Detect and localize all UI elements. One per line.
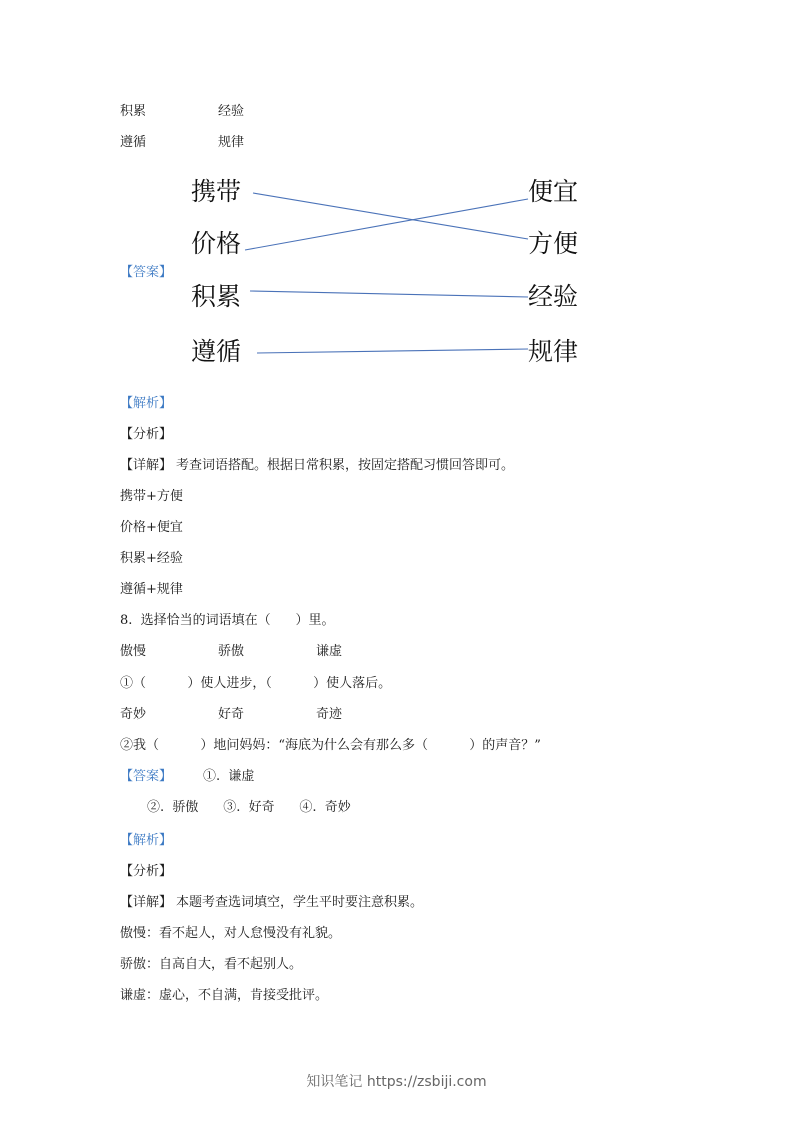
pair-1-left: 积累 <box>120 104 147 119</box>
jiexi-label-2: 【解析】 <box>120 833 173 848</box>
q8-word-1: 傲慢 <box>120 644 147 659</box>
q8-sentence-1: ①（ ）使人进步，（ ）使人落后。 <box>120 676 392 691</box>
detail-label-1: 【详解】 <box>120 458 173 473</box>
match-left-3: 积累 <box>191 282 242 311</box>
match-right-2: 方便 <box>528 229 579 258</box>
q8-answer-label: 【答案】 <box>120 769 173 784</box>
q8-answer-line-1: ①. 谦虚 <box>203 769 255 784</box>
answer-pair-1: 携带+方便 <box>120 489 183 504</box>
definition-1: 傲慢：看不起人，对人怠慢没有礼貌。 <box>120 926 342 941</box>
q8-answer-line-2: ②. 骄傲 ③. 好奇 ④. 奇妙 <box>147 800 351 815</box>
match-left-4: 遵循 <box>191 337 242 366</box>
q8-sentence-2: ②我（ ）地问妈妈：“海底为什么会有那么多（ ）的声音？” <box>120 738 541 753</box>
definition-2: 骄傲：自高自大，看不起别人。 <box>120 957 303 972</box>
detail-text-2: 本题考查选词填空，学生平时要注意积累。 <box>176 895 424 910</box>
q8-title: 8. 选择恰当的词语填在（ ）里。 <box>120 613 335 628</box>
match-left-2: 价格 <box>191 229 242 258</box>
match-line-2 <box>245 199 528 250</box>
q8-word-2: 骄傲 <box>218 644 245 659</box>
fenxi-label-2: 【分析】 <box>120 864 173 879</box>
jiexi-label-1: 【解析】 <box>120 396 173 411</box>
match-line-3 <box>250 291 528 297</box>
detail-text-1: 考查词语搭配。根据日常积累，按固定搭配习惯回答即可。 <box>176 458 515 473</box>
answer-pair-4: 遵循+规律 <box>120 582 183 597</box>
pair-1-right: 经验 <box>218 104 245 119</box>
q8-word-6: 奇迹 <box>316 707 343 722</box>
answer-label: 【答案】 <box>120 265 173 280</box>
pair-2-left: 遵循 <box>120 135 147 150</box>
definition-3: 谦虚：虚心，不自满，肯接受批评。 <box>120 988 329 1003</box>
match-line-4 <box>257 349 528 353</box>
fenxi-label-1: 【分析】 <box>120 427 173 442</box>
match-line-1 <box>253 193 528 239</box>
q8-word-3: 谦虚 <box>316 644 343 659</box>
match-right-1: 便宜 <box>528 177 579 206</box>
match-right-4: 规律 <box>528 337 579 366</box>
footer-watermark: 知识笔记 https://zsbiji.com <box>306 1074 487 1090</box>
answer-pair-2: 价格+便宜 <box>120 520 183 535</box>
answer-pair-3: 积累+经验 <box>120 551 183 566</box>
pair-2-right: 规律 <box>218 135 245 150</box>
match-right-3: 经验 <box>528 282 579 311</box>
detail-label-2: 【详解】 <box>120 895 173 910</box>
q8-word-5: 好奇 <box>218 707 245 722</box>
match-left-1: 携带 <box>191 177 242 206</box>
q8-word-4: 奇妙 <box>120 707 147 722</box>
